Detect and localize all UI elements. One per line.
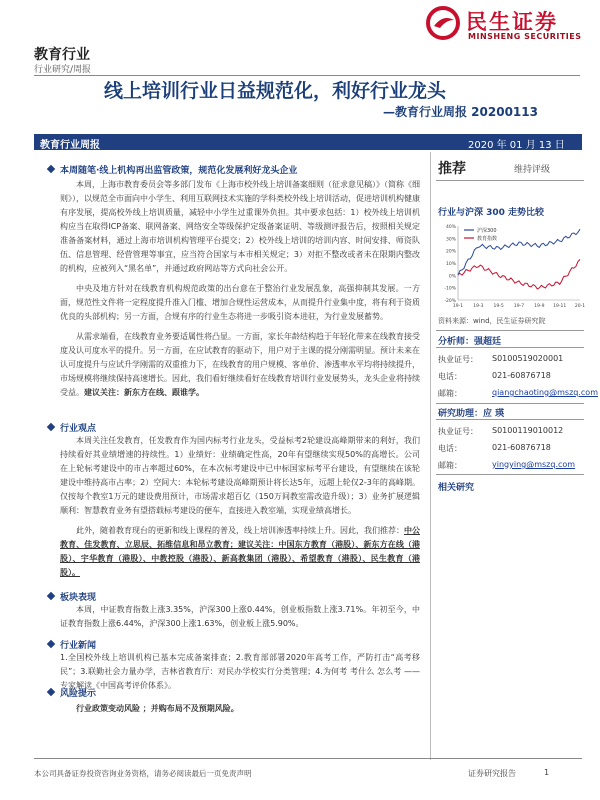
paragraph: 本周，中证教育指数上涨3.35%，沪深300上涨0.44%，创业板指数上涨3.71%。年初至今，中证教育指数上涨6.44%，沪深300上涨1.63%，创业板上涨5.90%。: [60, 605, 420, 628]
diamond-bullet-icon: [47, 640, 55, 648]
section-heading-performance: 板块表现: [48, 590, 96, 603]
right-divider: [436, 347, 584, 348]
recommendation-text: 建议关注：新东方在线、跟谁学。: [84, 388, 204, 397]
band-label: 教育行业周报: [40, 140, 100, 151]
footer-disclaimer: 本公司具备证券投资咨询业务资格，请务必阅读最后一页免责声明: [34, 769, 252, 778]
paragraph: 行业政策变动风险 ；并购布局不及预期风险。: [76, 704, 239, 713]
trend-chart: [436, 220, 584, 312]
industry-title: 教育行业: [34, 47, 90, 63]
y-tick-label: 20%: [445, 249, 456, 255]
researcher-row: 研究助理：应 瑛: [438, 409, 505, 419]
y-tick-label: 10%: [445, 262, 456, 267]
paragraph: 中央及地方针对在线教育机构规范政策的出台意在于整治行业发展乱象，高强抑制其发展。一方面，规范性文件将一定程度提升准入门槛、增加合规性运营成本，从而提升行业集中度，将有利于资质优良的头部机构；另一方面，合规有序的行业生态将进一步吸引资本进驻，为行业发展蓄势。: [60, 284, 420, 321]
diamond-bullet-icon: [47, 688, 55, 696]
email-link[interactable]: yingying@mszq.com: [492, 460, 576, 469]
y-tick-label: -20%: [444, 299, 456, 304]
email-label: 邮箱：: [438, 461, 462, 470]
column-divider: [430, 152, 431, 760]
phone-label: 电话：: [438, 444, 462, 453]
section-body-news: [60, 651, 420, 693]
y-tick-label: 0%: [448, 274, 456, 280]
email-link[interactable]: qiangchaoting@mszq.com: [492, 388, 598, 397]
chart-source: 资料来源：wind，民生证券研究院: [438, 317, 546, 325]
report-date: 2020 年 01 月 13 日: [468, 140, 565, 151]
section-body-risk: [60, 702, 420, 716]
license-number: S0100119010012: [492, 426, 564, 435]
right-divider: [436, 419, 584, 420]
recommended-stocks: 中公教育、佳发教育、立思辰、拓维信息和昂立教育；建议关注：中国东方教育（港股）、新东方在线（港股）、宇华教育（港股）、中教控股（港股）、新高教集团（港股）、希望教育（港股）、民生教育（港股）。: [60, 526, 420, 577]
right-divider: [436, 474, 584, 475]
phone-number: 021-60876718: [492, 371, 551, 380]
diamond-bullet-icon: [47, 592, 55, 600]
paragraph: 此外，随着教育现台的更新和线上课程的普及，线上培训渗透率持续上升。因此，我们推荐：中公教育、佳发教育、立思辰、拓维信息和昂立教育；建议关注：中国东方教育（港股）、新东方在线（港股）、宇华教育（港股）、中教控股（港股）、新高教集团（港股）、希望教育（港股）、民生教育（港股）。: [60, 526, 420, 577]
diamond-bullet-icon: [47, 165, 55, 173]
rating-status: 维持评级: [514, 165, 551, 175]
brand-name: 民生证券: [466, 10, 558, 34]
section-heading-essay: 本周随笔·线上机构再出监管政策，规范化发展利好龙头企业: [48, 163, 297, 176]
x-tick-label: 19-5: [493, 304, 504, 309]
paragraph: 本周关注任发教育，任发教育作为国内标考行业龙头，受益标考2轮建设高峰期带来的利好，我们持续看好其业绩增速的持续性。1）业绩好：业绩确定性高，20年有望继续实现50%的高增长。公司在上轮标考建设中的市占率超过60%，在本次标考建设中已中标国家标考平台建设，有望继续在该轮建设中维持高市占率；2）空间大：本轮标考建设高峰期预计将长达5年，远超上轮仅2-3年的高峰期。仅按每个教室1万元的建设费用预计，市场需求超百亿（150万间教室需改造升级）；3）业务扩展逻辑顺利：智慧教育业务有望搭载标考建设的便车，直接进入教室端，实现业绩高增长。: [60, 436, 420, 515]
y-tick-label: 40%: [445, 225, 456, 230]
section-body-view: [60, 434, 420, 580]
license-number: S0100519020001: [492, 354, 564, 363]
paragraph: 1.全国校外线上培训机构已基本完成备案排查；2.教育部部署2020年高考工作，严防打击“高考移民”；3.联勤社会力量办学，吉林省教育厅：对民办学校实行分类管理；4.为何考 考什么 怎么考 ——专家解读《中国高考评价体系》。: [60, 653, 420, 690]
footer-divider: [34, 758, 582, 759]
analyst-row: 分析师：强超廷: [438, 337, 502, 347]
x-tick-label: 20-1: [574, 304, 586, 309]
x-tick-label: 19-7: [513, 304, 525, 309]
section-heading-risk: 风险提示: [48, 686, 96, 699]
license-label: 执业证号：: [438, 427, 478, 436]
phone-number: 021-60876718: [492, 443, 551, 452]
y-tick-label: 30%: [445, 237, 456, 243]
page-number: 1: [544, 768, 550, 777]
report-subtitle: —教育行业周报 20200113: [383, 105, 538, 119]
x-tick-label: 19-1: [452, 304, 464, 309]
brand-name-en: MINSHENG SECURITIES: [468, 32, 582, 41]
footer-org: 证券研究报告: [468, 769, 516, 778]
y-tick-label: -10%: [444, 286, 456, 292]
right-divider: [436, 330, 584, 331]
legend-label: 沪深300: [477, 228, 497, 234]
series-line: [458, 259, 580, 289]
x-tick-label: 19-11: [553, 304, 567, 309]
diamond-bullet-icon: [47, 423, 55, 431]
right-divider: [436, 403, 584, 404]
report-type: 行业研究/周报: [34, 65, 92, 75]
email-label: 邮箱：: [438, 389, 462, 398]
phone-label: 电话：: [438, 372, 462, 381]
rating-divider: [436, 180, 584, 181]
license-label: 执业证号：: [438, 355, 478, 364]
brand-logo-icon: [426, 6, 460, 40]
section-heading-news: 行业新闻: [48, 638, 96, 651]
paragraph: 从需求端看，在线教育业务要适属性将凸显。一方面，家长年龄结构趋于年轻化带来在线教育接受度及认可度水平的提升。另一方面，在应试教育的驱动下，用户对于主课的提分刚需明显。预计未来在认可度提升与应试升学刚需的双重推力下，在线教育的用户规模、客单价、渗透率水平均将持续提升，市场规模将继续保持高速增长。因此，我们看好继续看好在线教育培训行业发展势头，龙头企业将持续受益。建议关注：新东方在线、跟谁学。: [60, 332, 420, 397]
report-title: 线上培训行业日益规范化，利好行业龙头: [104, 80, 447, 102]
x-tick-label: 19-3: [473, 304, 484, 309]
analyst-name: 强超廷: [474, 337, 502, 347]
section-body-performance: [60, 603, 420, 631]
section-heading-view: 行业观点: [48, 421, 96, 434]
related-research: 相关研究: [438, 483, 475, 493]
legend-label: 教育指数: [477, 236, 498, 242]
researcher-name: 应 瑛: [483, 409, 505, 419]
x-tick-label: 19-9: [534, 304, 545, 309]
paragraph: 本周，上海市教育委员会等多部门发布《上海市校外线上培训备案细则（征求意见稿）》（简称《细则》），以规范全市面向中小学生、利用互联网技术实施的学科类校外线上培训活动，促进培训机构健康有序发展，提高校外线上培训质量，减轻中小学生过重课外负担。其中要求包括：1）校外线上培训机构应当在取得ICP备案、联网备案、网络安全等级保护定级备案证明、等级测评报告后，按照相关规定准备备案材料，通过上海市培训机构管理平台提交；2）校外线上培训的培训内容、时间安排、师资队伍、信息管理、经营管理等事宜，应当符合国家与本市相关规定；3）对拒不整改或者未在限期内整改的机构，应被列入“黑名单”，并通过政府网站等方式向社会公开。: [60, 180, 420, 273]
section-body-essay: [60, 178, 420, 400]
rating-recommend: 推荐: [438, 161, 466, 177]
chart-title: 行业与沪深 300 走势比较: [438, 208, 545, 218]
